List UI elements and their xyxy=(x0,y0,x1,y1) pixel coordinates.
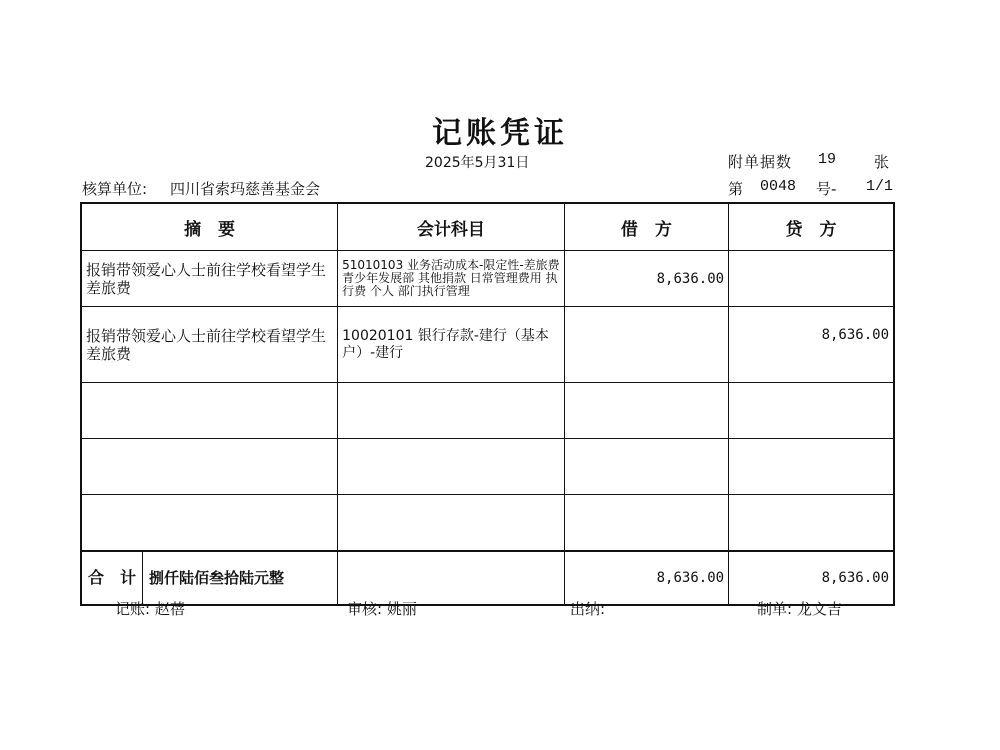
reviewer-signature: 审核: 姚丽 xyxy=(347,600,417,618)
table-row-empty xyxy=(81,439,894,495)
header-debit: 借 方 xyxy=(564,203,728,251)
total-debit: 8,636.00 xyxy=(564,551,728,605)
row-credit: 8,636.00 xyxy=(729,307,894,383)
voucher-date: 2025年5月31日 xyxy=(425,155,530,171)
row-account: 51010103 业务活动成本-限定性-差旅费 青少年发展部 其他捐款 日常管理费用 执行费 个人 部门执行管理 xyxy=(338,251,565,307)
attachment-label: 附单据数 xyxy=(728,153,793,171)
row-debit: 8,636.00 xyxy=(564,251,728,307)
total-cell xyxy=(81,551,338,605)
row-credit xyxy=(729,251,894,307)
preparer-signature: 制单: 龙文吉 xyxy=(757,600,842,618)
header-credit: 贷 方 xyxy=(729,203,894,251)
attachment-unit: 张 xyxy=(874,153,890,171)
table-header-row xyxy=(81,203,894,251)
row-debit xyxy=(564,307,728,383)
voucher-title: 记账凭证 xyxy=(432,116,568,151)
header-account: 会计科目 xyxy=(338,203,565,251)
total-credit: 8,636.00 xyxy=(729,551,894,605)
table-row xyxy=(81,307,894,383)
table-row-empty xyxy=(81,383,894,439)
unit-label: 核算单位: xyxy=(82,180,148,198)
voucher-page-count: 1/1 xyxy=(866,178,894,195)
header-summary: 摘 要 xyxy=(81,203,338,251)
row-summary: 报销带领爱心人士前往学校看望学生差旅费 xyxy=(81,307,338,383)
total-account-empty xyxy=(338,551,565,605)
voucher-number-prefix: 第 xyxy=(728,180,744,198)
attachment-count: 19 xyxy=(818,151,837,168)
table-row xyxy=(81,251,894,307)
bookkeeper-signature: 记账: 赵蓓 xyxy=(115,600,185,618)
voucher-table xyxy=(80,202,895,606)
unit-name: 四川省索玛慈善基金会 xyxy=(170,180,321,198)
total-amount-in-words: 捌仟陆佰叁拾陆元整 xyxy=(149,569,285,587)
voucher-number: 0048 xyxy=(760,178,797,195)
total-label: 合 计 xyxy=(82,552,143,604)
row-account: 10020101 银行存款-建行（基本户）-建行 xyxy=(338,307,565,383)
row-summary: 报销带领爱心人士前往学校看望学生差旅费 xyxy=(81,251,338,307)
cashier-signature: 出纳: xyxy=(570,600,606,618)
total-row xyxy=(81,551,894,605)
table-row-empty xyxy=(81,495,894,552)
voucher-number-suffix: 号- xyxy=(816,180,837,198)
